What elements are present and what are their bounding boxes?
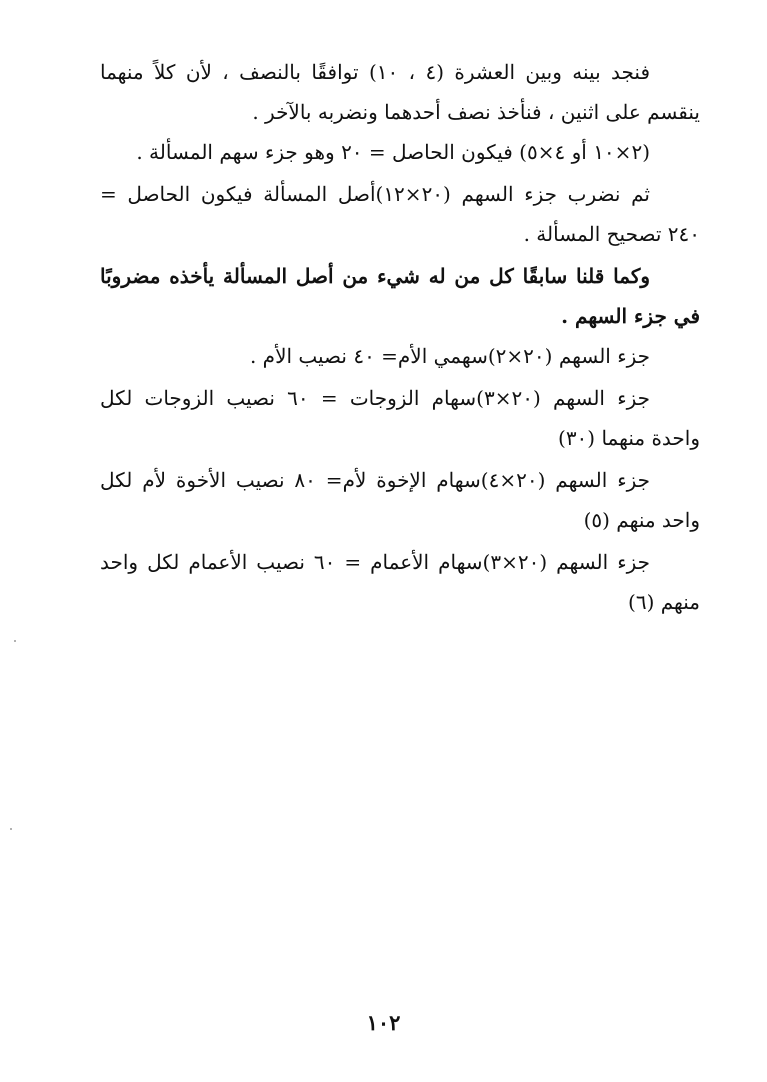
body-text xyxy=(100,52,700,622)
paragraph-3: ثم نضرب جزء السهم (٢٠×١٢)أصل المسألة فيكون الحاصل = ٢٤٠ تصحيح المسألة . xyxy=(100,182,700,246)
paragraph-2: (٢×١٠ أو ٤×٥) فيكون الحاصل = ٢٠ وهو جزء سهم المسألة . xyxy=(136,140,650,164)
paragraph-5: جزء السهم (٢٠×٢)سهمي الأم= ٤٠ نصيب الأم . xyxy=(249,344,650,368)
scan-speck xyxy=(10,828,12,830)
paragraph-1: فنجد بينه وبين العشرة (٤ ، ١٠) توافقًا بالنصف ، لأن كلاً منهما ينقسم على اثنين ، فنأخذ نصف أحدهما ونضربه بالآخر . xyxy=(100,60,700,124)
paragraph-4: وكما قلنا سابقًا كل من له شيء من أصل المسألة يأخذه مضروبًا في جزء السهم . xyxy=(100,264,700,328)
scan-speck xyxy=(14,640,16,642)
paragraph-8: جزء السهم (٢٠×٣)سهام الأعمام = ٦٠ نصيب الأعمام لكل واحد منهم (٦) xyxy=(100,550,700,614)
page-number: ١٠٢ xyxy=(366,1010,401,1035)
paragraph-7: جزء السهم (٢٠×٤)سهام الإخوة لأم= ٨٠ نصيب الأخوة لأم لكل واحد منهم (٥) xyxy=(100,468,700,532)
paragraph-6: جزء السهم (٢٠×٣)سهام الزوجات = ٦٠ نصيب الزوجات لكل واحدة منهما (٣٠) xyxy=(100,386,700,450)
